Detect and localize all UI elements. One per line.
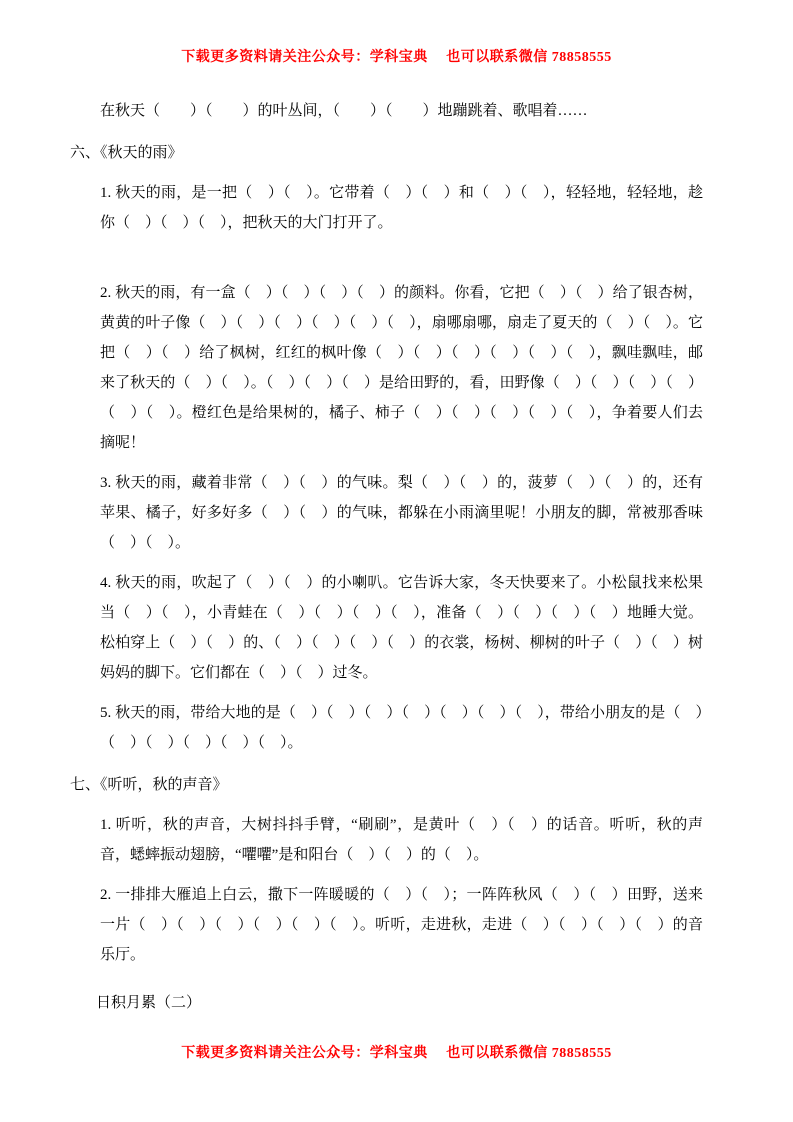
exercise-item-6-1: 1. 秋天的雨，是一把（ ）（ ）。它带着（ ）（ ）和（ ）（ ），轻轻地，轻轻地，趁你（ ）（ ）（ ），把秋天的大门打开了。	[100, 185, 703, 231]
exercise-item-7-2: 2. 一排排大雁追上白云，撒下一阵暖暖的（ ）（ ）；一阵阵秋风（ ）（ ）田野，送来一片（ ）（ ）（ ）（ ）（ ）（ ）。听听，走进秋，走进（ ）（ ）（ ）（ ）的音乐厅。	[100, 887, 703, 963]
exercise-item-6-4: 4. 秋天的雨，吹起了（ ）（ ）的小喇叭。它告诉大家，冬天快要来了。小松鼠找来松果当（ ）（ ），小青蛙在（ ）（ ）（ ）（ ），准备（ ）（ ）（ ）（ ）地睡大觉。松柏穿上（ ）（ ）的、（ ）（ ）（ ）（ ）的衣裳，杨树、柳树的叶子（ ）（ ）树妈妈的脚下。它们都在（ ）（ ）过冬。	[100, 575, 703, 681]
footer-promo-note: 下载更多资料请关注公众号：学科宝典 也可以联系微信 78858555	[181, 1046, 612, 1061]
section-six-heading: 六、《秋天的雨》	[70, 145, 183, 161]
exercise-item-6-2: 2. 秋天的雨，有一盒（ ）（ ）（ ）（ ）的颜料。你看，它把（ ）（ ）给了银杏树，黄黄的叶子像（ ）（ ）（ ）（ ）（ ）（ ），扇哪扇哪，扇走了夏天的（ ）（ ）。它把（ ）（ ）给了枫树，红红的枫叶像（ ）（ ）（ ）（ ）（ ）（ ），飘哇飘哇，邮来了秋天的（ ）（ ）。（ ）（ ）（ ）是给田野的，看，田野像（ ）（ ）（ ）（ ）（ ）（ ）。橙红色是给果树的，橘子、柿子（ ）（ ）（ ）（ ）（ ），争着要人们去摘呢！	[100, 285, 703, 451]
section-seven-heading: 七、《听听，秋的声音》	[70, 777, 228, 793]
document-body	[70, 96, 703, 1018]
exercise-item-6-5: 5. 秋天的雨，带给大地的是（ ）（ ）（ ）（ ）（ ）（ ）（ ），带给小朋友的是（ ）（ ）（ ）（ ）（ ）（ ）。	[100, 705, 703, 751]
closing-heading: 日积月累（二）	[96, 995, 202, 1011]
exercise-item-7-1: 1. 听听，秋的声音，大树抖抖手臂，“刷刷”，是黄叶（ ）（ ）的话音。听听，秋的声音，蟋蟀振动翅膀，“㘗㘗”是和阳台（ ）（ ）的（ ）。	[100, 817, 703, 863]
intro-line: 在秋天（ ）（ ）的叶丛间，（ ）（ ）地蹦跳着、歌唱着……	[100, 103, 588, 119]
exercise-item-6-3: 3. 秋天的雨，藏着非常（ ）（ ）的气味。梨（ ）（ ）的，菠萝（ ）（ ）的，还有苹果、橘子，好多好多（ ）（ ）的气味，都躲在小雨滴里呢！小朋友的脚，常被那香味（ ）（ ）。	[100, 475, 703, 551]
header-promo-note: 下载更多资料请关注公众号：学科宝典 也可以联系微信 78858555	[181, 50, 612, 65]
